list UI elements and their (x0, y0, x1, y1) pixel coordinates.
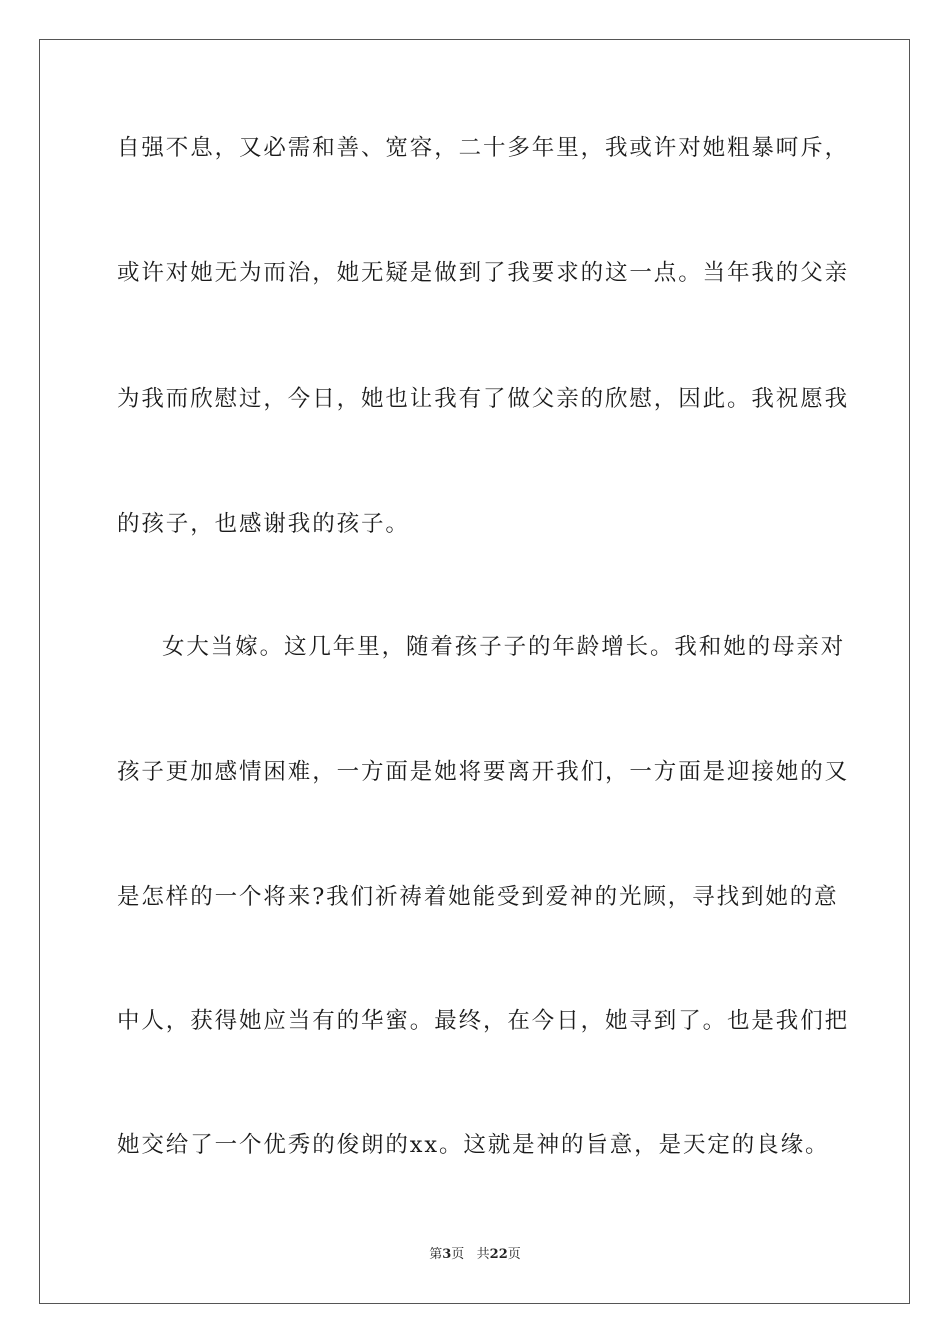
page-number-footer (0, 1246, 950, 1264)
paragraph-first-line: 女大当嫁。这几年里，随着孩子子的年龄增长。我和她的母亲对 (162, 634, 846, 660)
total-page-count: 22 (489, 1247, 508, 1262)
body-text-line: 自强不息，又必需和善、宽容，二十多年里，我或许对她粗暴呵斥， (117, 135, 850, 161)
footer-prefix: 第 (429, 1247, 443, 1262)
body-text-line: 孩子更加感情困难，一方面是她将要离开我们，一方面是迎接她的又 (117, 759, 850, 785)
footer-mid: 页 共 (451, 1247, 490, 1262)
body-text-line: 她交给了一个优秀的俊朗的xx。这就是神的旨意，是天定的良缘。 (117, 1132, 830, 1158)
current-page-number: 3 (442, 1247, 452, 1262)
body-text-line: 中人，获得她应当有的华蜜。最终，在今日，她寻到了。也是我们把 (117, 1008, 850, 1034)
footer-suffix: 页 (507, 1247, 521, 1262)
page-border (39, 39, 910, 1304)
body-text-line: 的孩子，也感谢我的孩子。 (117, 511, 410, 537)
body-text-line: 或许对她无为而治，她无疑是做到了我要求的这一点。当年我的父亲 (117, 260, 850, 286)
body-text-line: 是怎样的一个将来?我们祈祷着她能受到爱神的光顾，寻找到她的意 (117, 884, 839, 910)
body-text-line: 为我而欣慰过，今日，她也让我有了做父亲的欣慰，因此。我祝愿我 (117, 386, 850, 412)
